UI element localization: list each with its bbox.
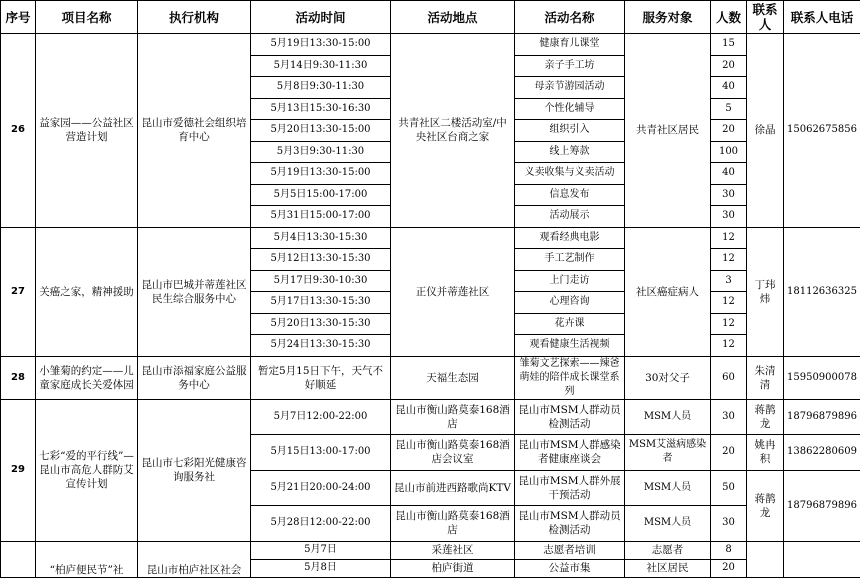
contact-person: 徐晶 (747, 34, 784, 228)
project-seq (1, 541, 36, 577)
activity-location: 柏庐街道 (391, 559, 515, 577)
contact-phone (784, 541, 860, 577)
activity-name: 义卖收集与义卖活动 (515, 163, 625, 185)
activity-location: 正仪并蒂莲社区 (391, 227, 515, 356)
service-target: MSM艾滋病感染者 (625, 435, 711, 471)
activity-location: 天福生态园 (391, 356, 515, 399)
contact-person: 丁玮炜 (747, 227, 784, 356)
table-row (1, 34, 860, 56)
activity-name: 个性化辅导 (515, 98, 625, 120)
service-target: 社区居民 (625, 559, 711, 577)
participant-count: 30 (711, 506, 747, 542)
table-row (1, 356, 860, 399)
activity-name: 手工艺制作 (515, 249, 625, 271)
header-phone: 联系人电话 (784, 1, 860, 34)
participant-count: 30 (711, 206, 747, 228)
activity-time: 5月7日 (251, 541, 391, 559)
project-seq: 29 (1, 399, 36, 541)
activity-time: 5月21日20:00-24:00 (251, 470, 391, 506)
participant-count: 8 (711, 541, 747, 559)
header-count: 人数 (711, 1, 747, 34)
header-activity-name: 活动名称 (515, 1, 625, 34)
activity-name: 心理咨询 (515, 292, 625, 314)
service-target: 社区癌症病人 (625, 227, 711, 356)
activity-time: 5月28日12:00-22:00 (251, 506, 391, 542)
service-target: 志愿者 (625, 541, 711, 559)
contact-phone: 15062675856 (784, 34, 860, 228)
activity-name: 线上筹款 (515, 141, 625, 163)
activity-time: 5月8日9:30-11:30 (251, 77, 391, 99)
table-row (1, 227, 860, 249)
activity-time: 5月20日13:30-15:00 (251, 120, 391, 142)
activity-time: 5月7日12:00-22:00 (251, 399, 391, 435)
contact-person: 蒋鹊龙 (747, 399, 784, 435)
project-name: 七彩“爱的平行线”—昆山市高危人群防艾宣传计划 (36, 399, 138, 541)
activity-time: 5月24日13:30-15:30 (251, 335, 391, 357)
activity-location: 昆山市前进西路歌尚KTV (391, 470, 515, 506)
activity-name: 观看经典电影 (515, 227, 625, 249)
service-target: MSM人员 (625, 470, 711, 506)
project-name: 小雏菊的约定——儿童家庭成长关爱体园 (36, 356, 138, 399)
activity-time: 5月17日9:30-10:30 (251, 270, 391, 292)
participant-count: 12 (711, 292, 747, 314)
service-target: MSM人员 (625, 506, 711, 542)
participant-count: 12 (711, 227, 747, 249)
participant-count: 20 (711, 559, 747, 577)
header-seq: 序号 (1, 1, 36, 34)
project-seq: 26 (1, 34, 36, 228)
activity-time: 5月31日15:00-17:00 (251, 206, 391, 228)
header-target: 服务对象 (625, 1, 711, 34)
activity-name: 上门走访 (515, 270, 625, 292)
activity-name: 活动展示 (515, 206, 625, 228)
activity-name: 信息发布 (515, 184, 625, 206)
project-seq: 27 (1, 227, 36, 356)
participant-count: 12 (711, 249, 747, 271)
project-org: 昆山市巴城并蒂莲社区民生综合服务中心 (138, 227, 251, 356)
header-project-name: 项目名称 (36, 1, 138, 34)
activity-time: 5月13日15:30-16:30 (251, 98, 391, 120)
activity-time: 5月4日13:30-15:30 (251, 227, 391, 249)
activity-location: 共青社区二楼活动室/中央社区台商之家 (391, 34, 515, 228)
activity-time: 5月19日13:30-15:00 (251, 163, 391, 185)
activity-name: 昆山市MSM人群感染者健康座谈会 (515, 435, 625, 471)
service-target: MSM人员 (625, 399, 711, 435)
activity-name: 母亲节游园活动 (515, 77, 625, 99)
contact-person: 姚冉积 (747, 435, 784, 471)
participant-count: 60 (711, 356, 747, 399)
participant-count: 30 (711, 399, 747, 435)
header-contact: 联系人 (747, 1, 784, 34)
project-name: 益家园——公益社区营造计划 (36, 34, 138, 228)
activity-time: 5月8日 (251, 559, 391, 577)
contact-phone: 15950900078 (784, 356, 860, 399)
project-name: 关癌之家，精神援助 (36, 227, 138, 356)
table-row (1, 541, 860, 559)
activity-time: 5月12日13:30-15:30 (251, 249, 391, 271)
contact-phone: 18112636325 (784, 227, 860, 356)
contact-phone: 13862280609 (784, 435, 860, 471)
activity-name: 花卉课 (515, 313, 625, 335)
participant-count: 12 (711, 335, 747, 357)
header-row (1, 1, 860, 34)
activity-name: 健康育儿课堂 (515, 34, 625, 56)
activity-location: 昆山市衡山路莫泰168酒店 (391, 399, 515, 435)
participant-count: 20 (711, 120, 747, 142)
participant-count: 20 (711, 435, 747, 471)
participant-count: 100 (711, 141, 747, 163)
participant-count: 3 (711, 270, 747, 292)
project-org: 昆山市七彩阳光健康咨询服务社 (138, 399, 251, 541)
activity-name: 雏菊文艺探索——辣爸萌娃的陪伴成长课堂系列 (515, 356, 625, 399)
activity-name: 观看健康生活视频 (515, 335, 625, 357)
activity-location: 昆山市衡山路莫泰168酒店 (391, 506, 515, 542)
participant-count: 12 (711, 313, 747, 335)
activity-location: 昆山市衡山路莫泰168酒店会议室 (391, 435, 515, 471)
service-target: 30对父子 (625, 356, 711, 399)
participant-count: 40 (711, 77, 747, 99)
activity-time: 5月17日13:30-15:30 (251, 292, 391, 314)
activity-time: 5月19日13:30-15:00 (251, 34, 391, 56)
project-org: 昆山市添福家庭公益服务中心 (138, 356, 251, 399)
header-activity-time: 活动时间 (251, 1, 391, 34)
contact-person (747, 541, 784, 577)
project-org: 昆山市柏庐社区社会 (138, 541, 251, 577)
participant-count: 50 (711, 470, 747, 506)
contact-phone: 18796879896 (784, 399, 860, 435)
activity-time: 5月3日9:30-11:30 (251, 141, 391, 163)
project-seq: 28 (1, 356, 36, 399)
contact-person: 蒋鹊龙 (747, 470, 784, 541)
activity-time: 5月5日15:00-17:00 (251, 184, 391, 206)
header-organization: 执行机构 (138, 1, 251, 34)
activity-location: 采莲社区 (391, 541, 515, 559)
table-row (1, 399, 860, 435)
activity-name: 昆山市MSM人群外展干预活动 (515, 470, 625, 506)
activity-time: 5月20日13:30-15:30 (251, 313, 391, 335)
contact-phone: 18796879896 (784, 470, 860, 541)
header-activity-location: 活动地点 (391, 1, 515, 34)
activity-name: 志愿者培训 (515, 541, 625, 559)
activity-time: 5月15日13:00-17:00 (251, 435, 391, 471)
participant-count: 5 (711, 98, 747, 120)
participant-count: 30 (711, 184, 747, 206)
contact-person: 朱清清 (747, 356, 784, 399)
activity-name: 组织引入 (515, 120, 625, 142)
participant-count: 15 (711, 34, 747, 56)
activity-name: 公益市集 (515, 559, 625, 577)
project-org: 昆山市爱德社会组织培育中心 (138, 34, 251, 228)
project-name: “柏庐便民节”社 (36, 541, 138, 577)
activity-name: 昆山市MSM人群动员检测活动 (515, 506, 625, 542)
activity-time: 暂定5月15日下午，天气不好顺延 (251, 356, 391, 399)
participant-count: 20 (711, 55, 747, 77)
service-target: 共青社区居民 (625, 34, 711, 228)
activity-name: 昆山市MSM人群动员检测活动 (515, 399, 625, 435)
activity-name: 亲子手工坊 (515, 55, 625, 77)
activity-time: 5月14日9:30-11:30 (251, 55, 391, 77)
participant-count: 40 (711, 163, 747, 185)
